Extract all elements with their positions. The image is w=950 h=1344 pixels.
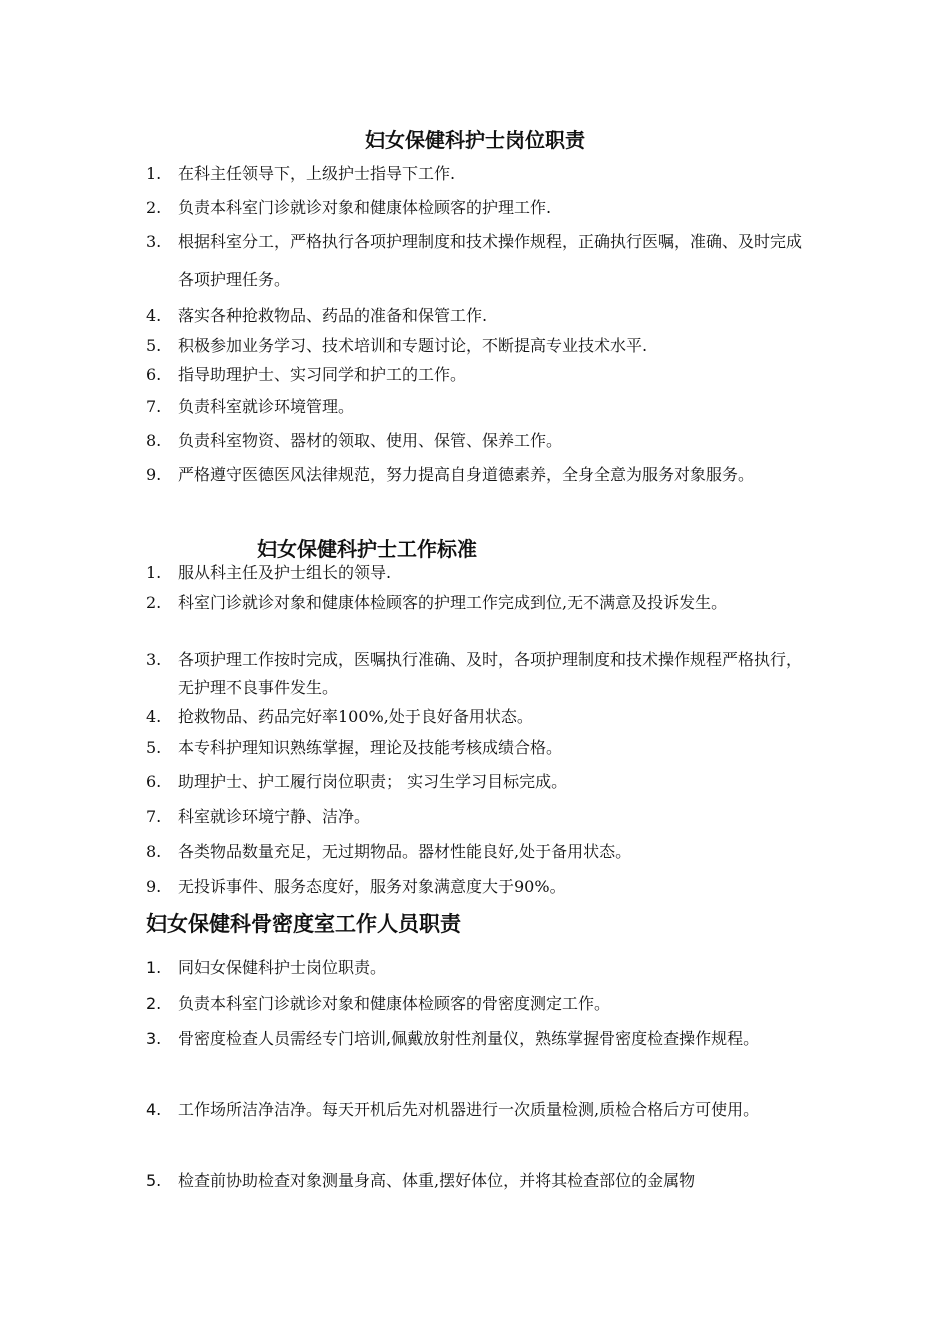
item-text: 积极参加业务学习、技术培训和专题讨论，不断提高专业技术水平. — [178, 336, 648, 355]
item-number: 9. — [146, 877, 162, 896]
section3-title: 妇女保健科骨密度室工作人员职责 — [146, 912, 461, 936]
item-number: 3. — [146, 232, 162, 251]
item-text: 根据科室分工，严格执行各项护理制度和技术操作规程，正确执行医嘱，准确、及时完成各项护理任务。 — [178, 232, 803, 289]
item-number: 5. — [146, 1171, 162, 1190]
item-number: 5. — [146, 336, 162, 355]
item-number: 7. — [146, 397, 162, 416]
item-text: 负责科室就诊环境管理。 — [178, 397, 355, 416]
item-number: 3. — [146, 650, 162, 669]
item-number: 8. — [146, 431, 162, 450]
item-number: 6. — [146, 772, 162, 791]
item-number: 8. — [146, 842, 162, 861]
item-number: 1. — [146, 164, 162, 183]
item-number: 4. — [146, 707, 162, 726]
item-text: 科室就诊环境宁静、洁净。 — [178, 807, 371, 826]
item-text: 各项护理工作按时完成，医嘱执行准确、及时，各项护理制度和技术操作规程严格执行，无护理不良事件发生。 — [178, 650, 803, 697]
item-text: 本专科护理知识熟练掌握，理论及技能考核成绩合格。 — [178, 738, 563, 757]
item-number: 4. — [146, 306, 162, 325]
item-text: 骨密度检查人员需经专门培训,佩戴放射性剂量仪，熟练掌握骨密度检查操作规程。 — [178, 1029, 760, 1048]
item-text: 服从科主任及护士组长的领导. — [178, 563, 392, 582]
section2-title: 妇女保健科护士工作标准 — [257, 537, 477, 561]
item-number: 7. — [146, 807, 162, 826]
item-text: 负责本科室门诊就诊对象和健康体检顾客的骨密度测定工作。 — [178, 994, 611, 1013]
item-text: 无投诉事件、服务态度好，服务对象满意度大于90%。 — [178, 877, 566, 896]
item-text: 指导助理护士、实习同学和护工的工作。 — [178, 365, 467, 384]
item-text: 负责科室物资、器材的领取、使用、保管、保养工作。 — [178, 431, 563, 450]
item-number: 4. — [146, 1100, 162, 1119]
item-number: 2. — [146, 198, 162, 217]
item-number: 5. — [146, 738, 162, 757]
item-number: 6. — [146, 365, 162, 384]
item-text: 抢救物品、药品完好率100%,处于良好备用状态。 — [178, 707, 533, 726]
item-text: 助理护士、护工履行岗位职责； 实习生学习目标完成。 — [178, 772, 568, 791]
item-text: 科室门诊就诊对象和健康体检顾客的护理工作完成到位,无不满意及投诉发生。 — [178, 593, 728, 612]
item-text: 在科主任领导下，上级护士指导下工作. — [178, 164, 456, 183]
item-text: 严格遵守医德医风法律规范，努力提高自身道德素养，全身全意为服务对象服务。 — [178, 465, 755, 484]
item-text: 检查前协助检查对象测量身高、体重,摆好体位，并将其检查部位的金属物 — [178, 1171, 696, 1190]
item-text: 同妇女保健科护士岗位职责。 — [178, 958, 387, 977]
item-text: 工作场所洁净洁净。每天开机后先对机器进行一次质量检测,质检合格后方可使用。 — [178, 1100, 760, 1119]
item-text: 负责本科室门诊就诊对象和健康体检顾客的护理工作. — [178, 198, 552, 217]
item-text: 各类物品数量充足，无过期物品。器材性能良好,处于备用状态。 — [178, 842, 632, 861]
section1-title: 妇女保健科护士岗位职责 — [365, 128, 585, 152]
item-number: 9. — [146, 465, 162, 484]
item-number: 2. — [146, 994, 162, 1013]
item-text: 落实各种抢救物品、药品的准备和保管工作. — [178, 306, 488, 325]
item-number: 1. — [146, 958, 162, 977]
item-number: 3. — [146, 1029, 162, 1048]
item-number: 1. — [146, 563, 162, 582]
item-number: 2. — [146, 593, 162, 612]
